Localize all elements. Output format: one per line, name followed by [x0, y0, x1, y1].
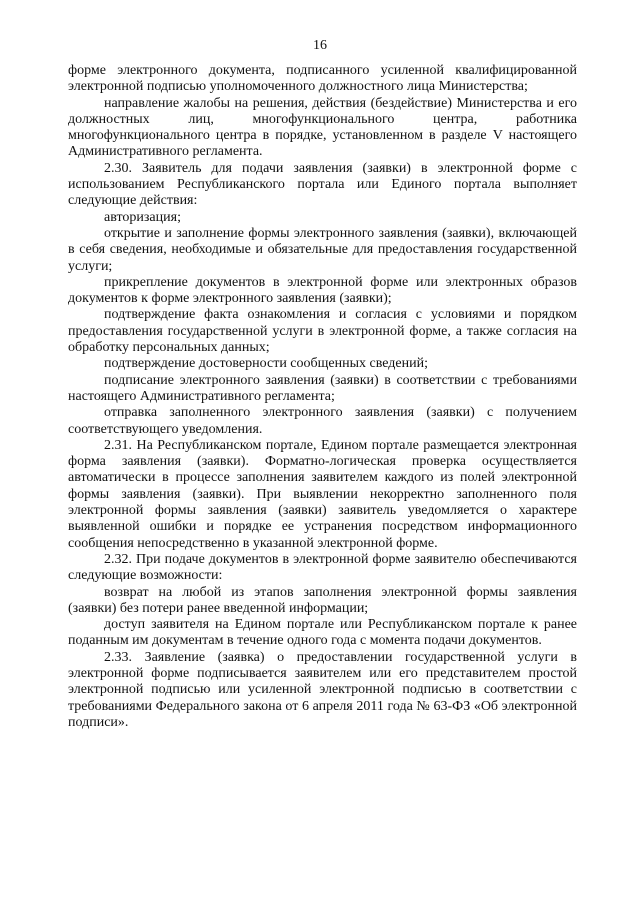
- paragraph-2-32: 2.32. При подаче документов в электронной форме заявителю обеспечиваются следующие возможности:: [68, 551, 577, 584]
- page-number: 16: [313, 38, 327, 53]
- list-item-sign: подписание электронного заявления (заявки) в соответствии с требованиями настоящего Административного регламента;: [68, 372, 577, 404]
- list-item-attach-documents: прикрепление документов в электронной форме или электронных образов документов к форме электронного заявления (заявки);: [68, 274, 577, 307]
- paragraph-complaint-direction: направление жалобы на решения, действия (бездействие) Министерства и его должностных лиц, многофункционального центра, работника многофункционального центра в порядке, установленном в разделе V настоящего Административного регламента.: [68, 95, 577, 160]
- list-item-submit: отправка заполненного электронного заявления (заявки) с получением соответствующего уведомления.: [68, 405, 577, 437]
- paragraph-continuation: форме электронного документа, подписанного усиленной квалифицированной электронной подписью уполномоченного должностного лица Министерства;: [68, 63, 577, 95]
- list-item-consent: подтверждение факта ознакомления и согласия с условиями и порядком предоставления государственной услуги в электронной форме, а также согласия на обработку персональных данных;: [68, 307, 577, 356]
- document-body: [68, 63, 577, 731]
- list-item-return-to-step: возврат на любой из этапов заполнения электронной формы заявления (заявки) без потери ранее введенной информации;: [68, 584, 577, 616]
- paragraph-2-33: 2.33. Заявление (заявка) о предоставлении государственной услуги в электронной форме подписывается заявителем или его представителем простой электронной подписью или усиленной электронной подписью в соответствии с требованиями Федерального закона от 6 апреля 2011 года № 63-ФЗ «Об электронной подписи».: [68, 649, 577, 730]
- list-item-open-form: открытие и заполнение формы электронного заявления (заявки), включающей в себя сведения, необходимые и обязательные для предоставления государственной услуги;: [68, 225, 577, 274]
- list-item-authorization: авторизация;: [104, 209, 181, 225]
- list-item-confirm-accuracy: подтверждение достоверности сообщенных сведений;: [104, 356, 429, 372]
- list-item-access-documents: доступ заявителя на Едином портале или Республиканском портале к ранее поданным им документам в течение одного года с момента подачи документов.: [68, 617, 577, 649]
- paragraph-2-31: 2.31. На Республиканском портале, Едином портале размещается электронная форма заявления (заявки). Форматно-логическая проверка осуществляется автоматически в процессе заполнения заявителем каждого из полей электронной формы заявления (заявки). При выявлении некорректно заполненного поля электронной формы заявления (заявки) заявитель уведомляется о характере выявленной ошибки и порядке ее устранения посредством информационного сообщения непосредственно в указанной электронной форме.: [68, 437, 577, 551]
- paragraph-2-30: 2.30. Заявитель для подачи заявления (заявки) в электронной форме с использованием Республиканского портала или Единого портала выполняет следующие действия:: [68, 160, 577, 209]
